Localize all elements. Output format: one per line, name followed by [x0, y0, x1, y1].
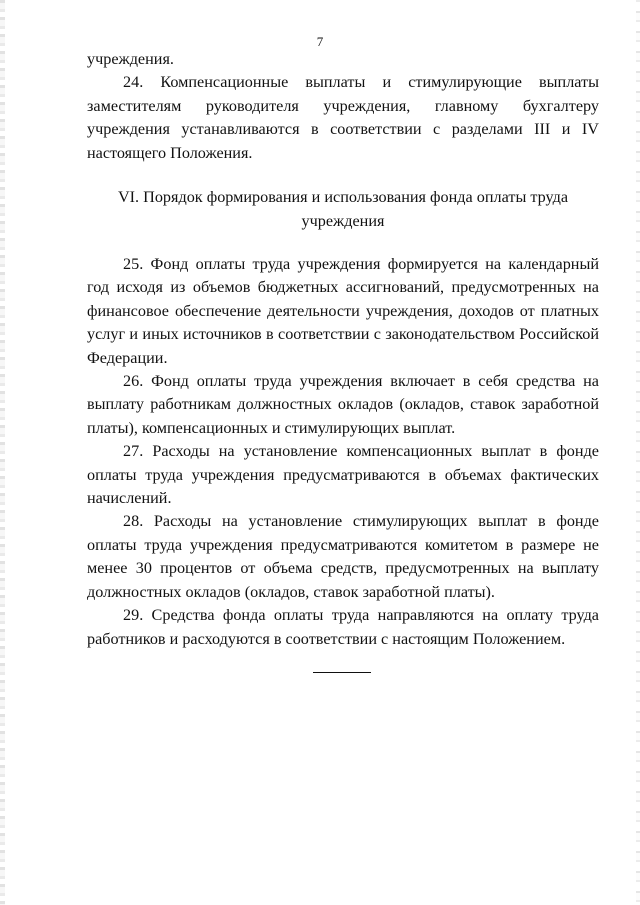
section-heading-line2: учреждения [301, 211, 385, 230]
top-text-block [87, 48, 599, 165]
page-number: 7 [316, 34, 324, 49]
paragraph-28: 28. Расходы на установление стимулирующих выплат в фонде оплаты труда учреждения предусматриваются комитетом в размере не менее 30 процентов от объема средств, предусмотренных на выплату должностных окладов (окладов, ставок заработной платы). [87, 512, 599, 601]
paragraph-29: 29. Средства фонда оплаты труда направляются на оплату труда работников и расходуются в соответствии с настоящим Положением. [87, 606, 599, 648]
main-text-block [87, 253, 599, 651]
paragraph-24: 24. Компенсационные выплаты и стимулирующие выплаты заместителям руководителя учреждения, главному бухгалтеру учреждения устанавливаются в соответствии с разделами III и IV настоящего Положения. [87, 73, 599, 162]
paragraph-27: 27. Расходы на установление компенсационных выплат в фонде оплаты труда учреждения предусматриваются в объемах фактических начислений. [87, 442, 599, 508]
continuation-text: учреждения. [87, 50, 174, 68]
paragraph-25: 25. Фонд оплаты труда учреждения формируется на календарный год исходя из объемов бюджетных ассигнований, предусмотренных на финансовое обеспечение деятельности учреждения, доходов от платных услуг и иных источников в соответствии с законодательством Российской Федерации. [87, 255, 599, 367]
paragraph-26: 26. Фонд оплаты труда учреждения включает в себя средства на выплату работникам должностных окладов (окладов, ставок заработной платы), компенсационных и стимулирующих выплат. [87, 372, 599, 437]
section-heading-line1: VI. Порядок формирования и использования фонда оплаты труда [117, 188, 569, 206]
scan-edge-right [636, 0, 640, 905]
closing-rule [313, 672, 371, 673]
section-heading [87, 186, 599, 233]
scan-edge-left [0, 0, 5, 905]
